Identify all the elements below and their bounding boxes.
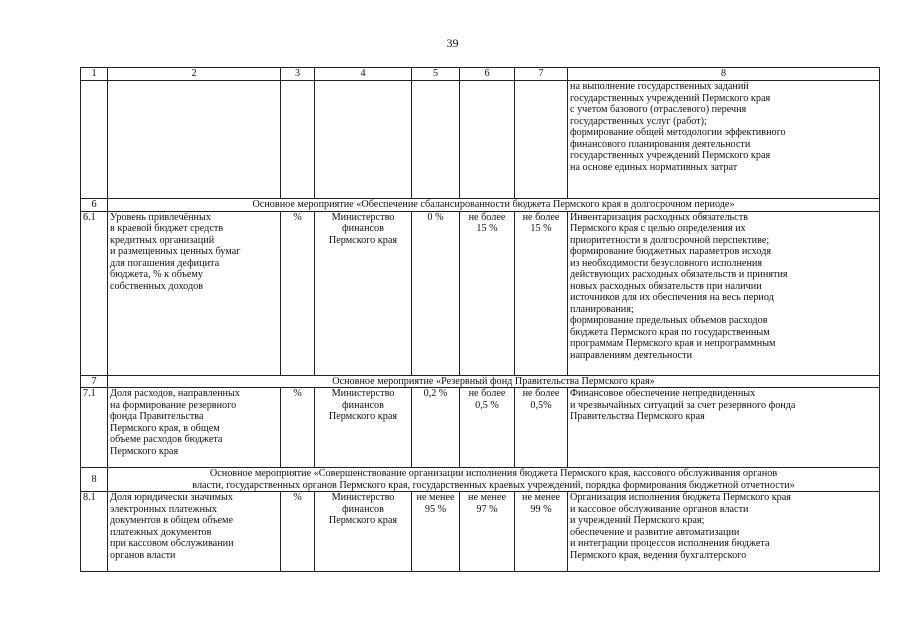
value-cell: не более 15 % xyxy=(515,211,568,375)
table-row xyxy=(81,492,880,572)
header-cell: 5 xyxy=(412,68,460,81)
section-title: Основное мероприятие «Совершенствование организации исполнения бюджета Пермского края, кассового обслуживания органов власти, государственных органов Пермского края, государственных краевых учреждений, порядка формирования бюджетной отчетности» xyxy=(108,468,880,492)
value-cell: 0 % xyxy=(412,211,460,375)
section-number: 8 xyxy=(81,468,108,492)
continuation-row xyxy=(81,81,880,199)
section-number: 7 xyxy=(81,375,108,388)
indicator-cell: Уровень привлечённых в краевой бюджет средств кредитных организаций и размещенных ценных бумаг для погашения дефицита бюджета, % к объему собственных доходов xyxy=(108,211,281,375)
section-title: Основное мероприятие «Обеспечение сбалансированности бюджета Пермского края в долгосрочном периоде» xyxy=(108,199,880,212)
value-cell: не более 0,5% xyxy=(515,388,568,468)
section-row xyxy=(81,468,880,492)
table-row xyxy=(81,211,880,375)
value-cell: не менее 97 % xyxy=(460,492,515,572)
indicator-cell: Доля юридически значимых электронных платежных документов в общем объеме платежных документов при кассовом обслуживании органов власти xyxy=(108,492,281,572)
unit-cell: % xyxy=(281,211,315,375)
value-cell: не менее 95 % xyxy=(412,492,460,572)
section-title: Основное мероприятие «Резервный фонд Правительства Пермского края» xyxy=(108,375,880,388)
value-cell: не более 15 % xyxy=(460,211,515,375)
results-cell: Финансовое обеспечение непредвиденных и чрезвычайных ситуаций за счет резервного фонда Правительства Пермского края xyxy=(568,388,880,468)
table-row xyxy=(81,388,880,468)
header-cell: 3 xyxy=(281,68,315,81)
row-number: 8.1 xyxy=(81,492,108,572)
header-row xyxy=(81,68,880,81)
section-row xyxy=(81,199,880,212)
value-cell: 0,2 % xyxy=(412,388,460,468)
header-cell: 1 xyxy=(81,68,108,81)
row-number: 7.1 xyxy=(81,388,108,468)
results-cell: на выполнение государственных заданий государственных учреждений Пермского края с учетом базового (отраслевого) перечня государственных услуг (работ); формирование общей методологии эффективного финансового планирования деятельности государственных учреждений Пермского края на основе единых нормативных затрат xyxy=(568,81,880,199)
value-cell: не менее 99 % xyxy=(515,492,568,572)
results-cell: Организация исполнения бюджета Пермского края и кассовое обслуживание органов власти и учреждений Пермского края; обеспечение и развитие автоматизации и интеграции процессов исполнения бюджета Пермского края, ведения бухгалтерского xyxy=(568,492,880,572)
header-cell: 6 xyxy=(460,68,515,81)
ministry-cell: Министерство финансов Пермского края xyxy=(315,492,412,572)
header-cell: 8 xyxy=(568,68,880,81)
header-cell: 7 xyxy=(515,68,568,81)
header-cell: 2 xyxy=(108,68,281,81)
row-number: 6.1 xyxy=(81,211,108,375)
section-row xyxy=(81,375,880,388)
program-table xyxy=(80,67,880,572)
ministry-cell: Министерство финансов Пермского края xyxy=(315,211,412,375)
indicator-cell: Доля расходов, направленных на формирование резервного фонда Правительства Пермского края, в общем объеме расходов бюджета Пермского края xyxy=(108,388,281,468)
unit-cell: % xyxy=(281,492,315,572)
page-number: 39 xyxy=(446,36,459,50)
results-cell: Инвентаризация расходных обязательств Пермского края с целью определения их приоритетности в долгосрочной перспективе; формирование бюджетных параметров исходя из необходимости безусловного исполнения действующих расходных обязательств и принятия новых расходных обязательств при наличии источников для их обеспечения на весь период планирования; формирование предельных объемов расходов бюджета Пермского края по государственным программам Пермского края и непрограммным направлениям деятельности xyxy=(568,211,880,375)
value-cell: не более 0,5 % xyxy=(460,388,515,468)
unit-cell: % xyxy=(281,388,315,468)
header-cell: 4 xyxy=(315,68,412,81)
section-number: 6 xyxy=(81,199,108,212)
ministry-cell: Министерство финансов Пермского края xyxy=(315,388,412,468)
